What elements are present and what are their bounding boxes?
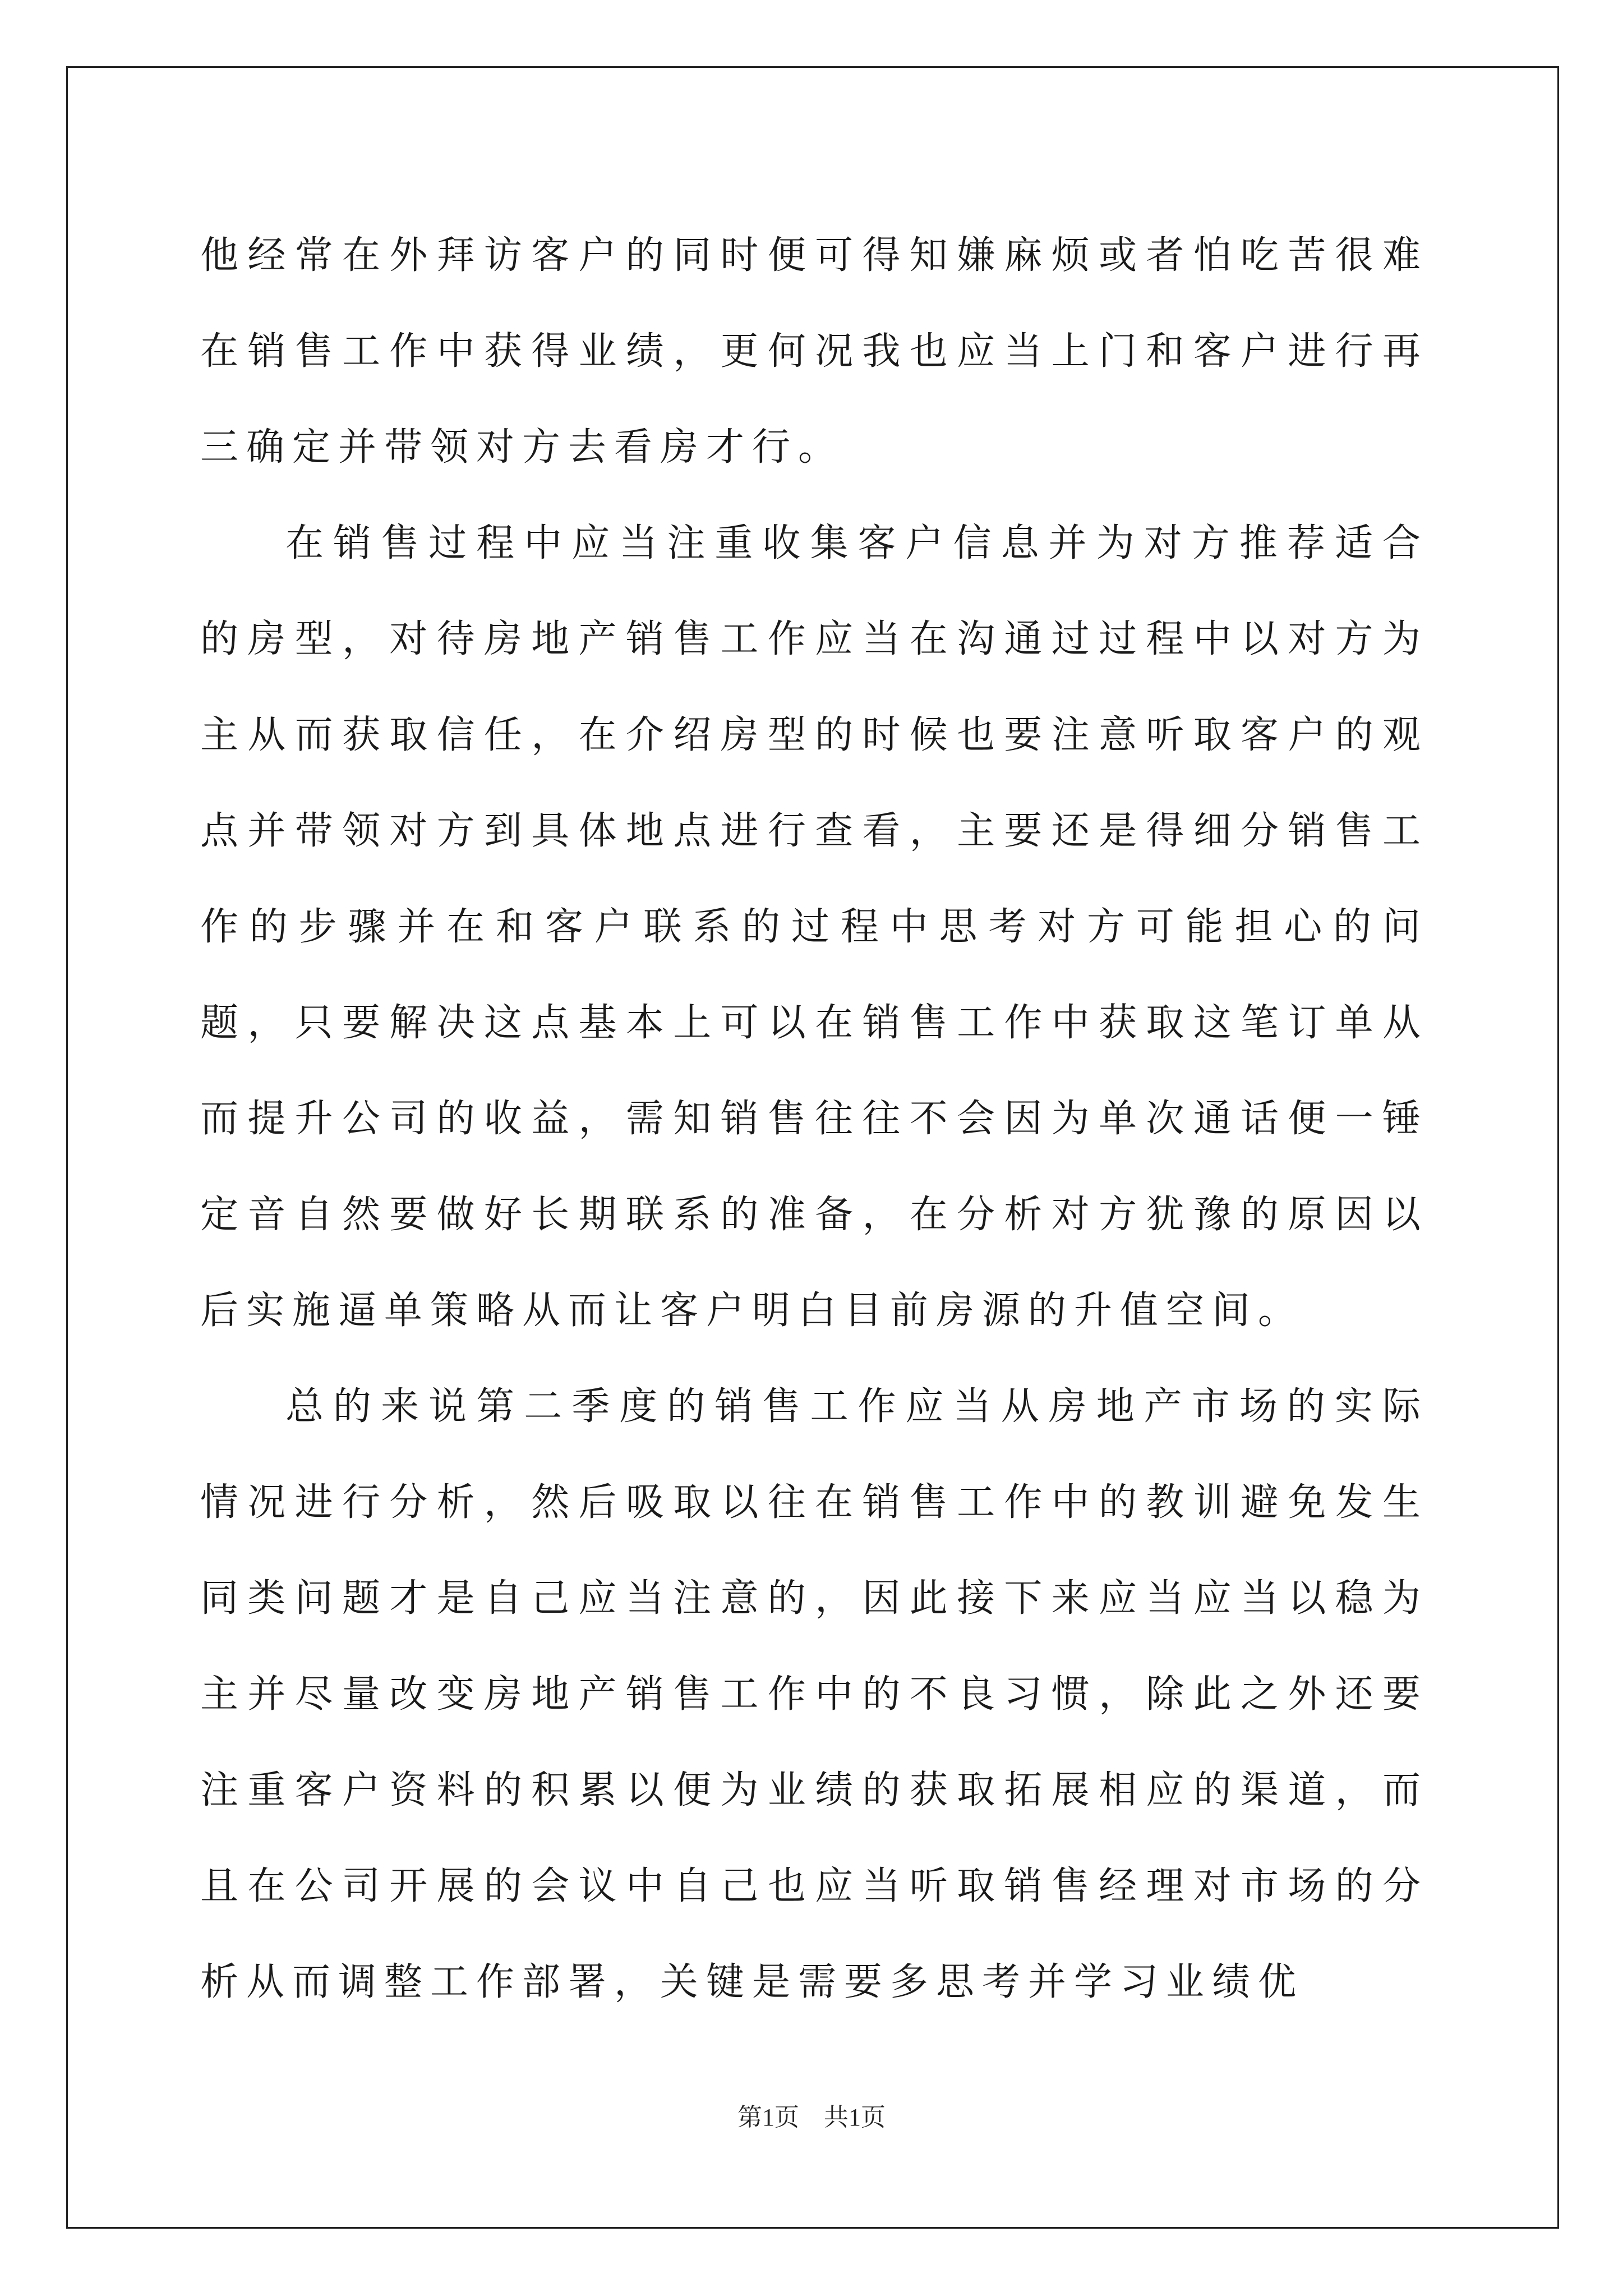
page-footer: [0, 2101, 1623, 2134]
current-page-label: 第1页: [737, 2104, 799, 2131]
document-body: [200, 208, 1428, 2030]
total-pages-label: 共1页: [824, 2104, 886, 2131]
paragraph-2: 在销售过程中应当注重收集客户信息并为对方推荐适合的房型，对待房地产销售工作应当在沟通过过程中以对方为主从而获取信任，在介绍房型的时候也要注意听取客户的观点并带领对方到具体地点进行查看，主要还是得细分销售工作的步骤并在和客户联系的过程中思考对方可能担心的问题，只要解决这点基本上可以在销售工作中获取这笔订单从而提升公司的收益，需知销售往往不会因为单次通话便一锤定音自然要做好长期联系的准备，在分析对方犹豫的原因以后实施逼单策略从而让客户明白目前房源的升值空间。: [200, 521, 1428, 1333]
paragraph-3: 总的来说第二季度的销售工作应当从房地产市场的实际情况进行分析，然后吸取以往在销售工作中的教训避免发生同类问题才是自己应当注意的，因此接下来应当应当以稳为主并尽量改变房地产销售工作中的不良习惯，除此之外还要注重客户资料的积累以便为业绩的获取拓展相应的渠道，而且在公司开展的会议中自己也应当听取销售经理对市场的分析从而调整工作部署，关键是需要多思考并学习业绩优: [200, 1384, 1428, 2004]
paragraph-1: 他经常在外拜访客户的同时便可得知嫌麻烦或者怕吃苦很难在销售工作中获得业绩，更何况我也应当上门和客户进行再三确定并带领对方去看房才行。: [200, 233, 1428, 470]
